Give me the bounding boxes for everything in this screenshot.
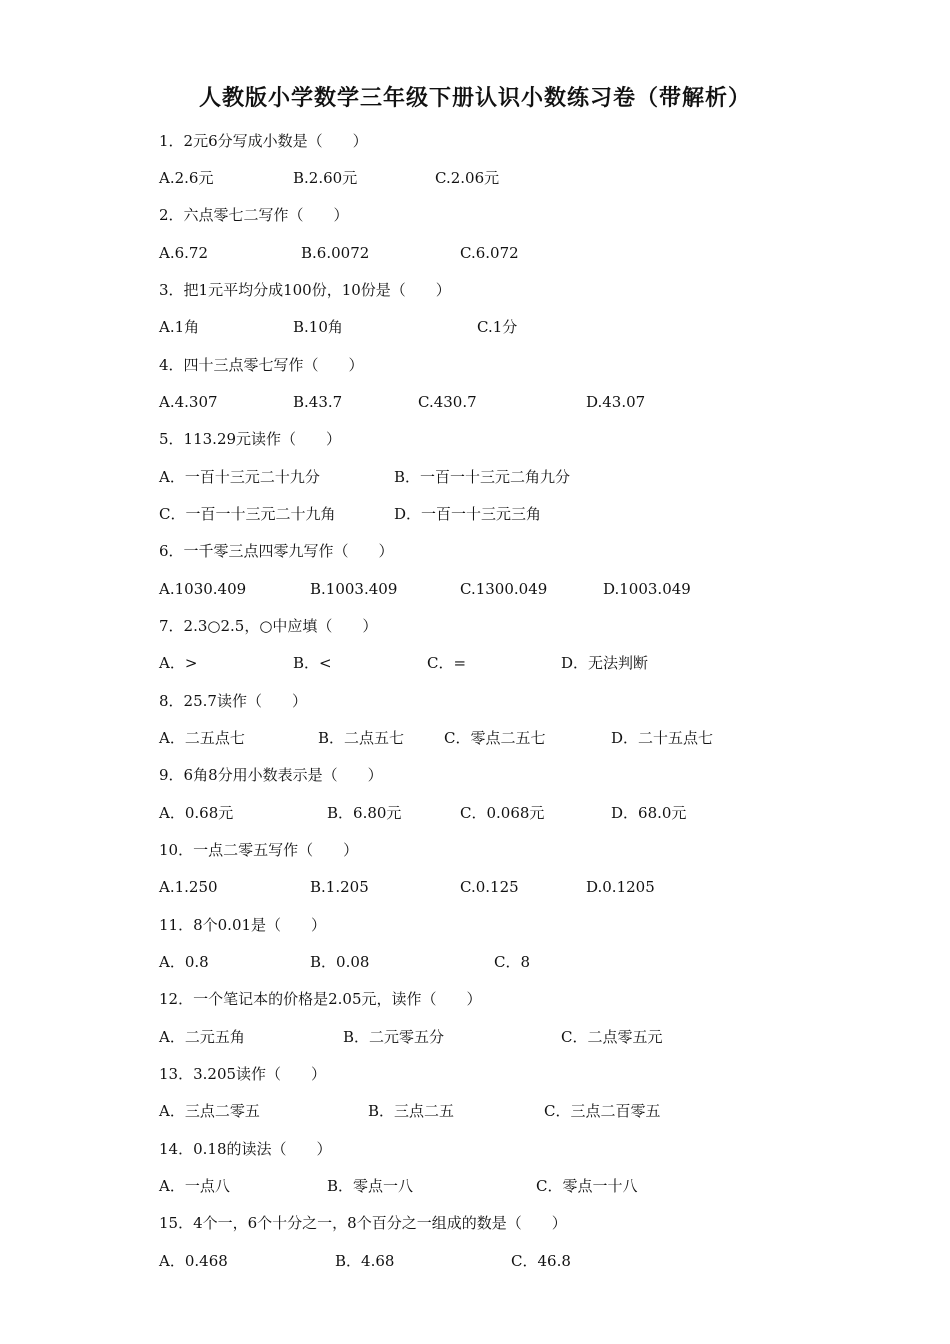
q7-option-d: D．无法判断 (561, 654, 649, 672)
q12-option-a: A．二元五角 (159, 1028, 245, 1046)
q9-option-a: A．0.68元 (159, 804, 234, 822)
q10-option-b: B.1.205 (310, 878, 369, 896)
q3-option-c: C.1分 (477, 318, 518, 336)
q10-option-a: A.1.250 (159, 878, 218, 896)
question-13: 13．3.205读作（ ） (159, 1065, 327, 1083)
question-2: 2．六点零七二写作（ ） (159, 206, 349, 224)
q14-option-c: C．零点一十八 (536, 1177, 638, 1195)
q6-option-b: B.1003.409 (310, 580, 398, 598)
q12-option-b: B．二元零五分 (343, 1028, 445, 1046)
question-5: 5．113.29元读作（ ） (159, 430, 342, 448)
q10-option-d: D.0.1205 (586, 878, 655, 896)
q6-option-c: C.1300.049 (460, 580, 548, 598)
q2-option-a: A.6.72 (159, 244, 208, 262)
q15-option-c: C．46.8 (511, 1252, 571, 1270)
q3-option-b: B.10角 (293, 318, 343, 336)
question-3: 3．把1元平均分成100份，10份是（ ） (159, 281, 451, 299)
q4-option-a: A.4.307 (159, 393, 218, 411)
q8-option-a: A．二五点七 (159, 729, 245, 747)
q11-option-c: C．8 (494, 953, 531, 971)
q8-option-d: D．二十五点七 (611, 729, 714, 747)
question-10: 10．一点二零五写作（ ） (159, 841, 359, 859)
question-12: 12．一个笔记本的价格是2.05元，读作（ ） (159, 990, 482, 1008)
q14-option-a: A．一点八 (159, 1177, 230, 1195)
q12-option-c: C．二点零五元 (561, 1028, 663, 1046)
q9-option-c: C．0.068元 (460, 804, 545, 822)
q15-option-a: A．0.468 (159, 1252, 228, 1270)
question-9: 9．6角8分用小数表示是（ ） (159, 766, 383, 784)
q15-option-b: B．4.68 (335, 1252, 395, 1270)
q9-option-b: B．6.80元 (327, 804, 402, 822)
q8-option-c: C．零点二五七 (444, 729, 546, 747)
q9-option-d: D．68.0元 (611, 804, 687, 822)
q13-option-c: C．三点二百零五 (544, 1102, 661, 1120)
q1-option-c: C.2.06元 (435, 169, 500, 187)
q13-option-b: B．三点二五 (368, 1102, 455, 1120)
q5-option-d: D．一百一十三元三角 (394, 505, 542, 523)
q4-option-b: B.43.7 (293, 393, 343, 411)
q11-option-a: A．0.8 (159, 953, 209, 971)
q10-option-c: C.0.125 (460, 878, 519, 896)
q5-option-b: B．一百一十三元二角九分 (394, 468, 571, 486)
q11-option-b: B．0.08 (310, 953, 370, 971)
q8-option-b: B．二点五七 (318, 729, 405, 747)
q6-option-a: A.1030.409 (159, 580, 247, 598)
q6-option-d: D.1003.049 (603, 580, 691, 598)
question-15: 15．4个一，6个十分之一，8个百分之一组成的数是（ ） (159, 1214, 567, 1232)
page-title: 人教版小学数学三年级下册认识小数练习卷（带解析） (198, 86, 751, 111)
question-1: 1．2元6分写成小数是（ ） (159, 132, 368, 150)
question-6: 6．一千零三点四零九写作（ ） (159, 542, 394, 560)
q5-option-c: C．一百一十三元二十九角 (159, 505, 336, 523)
q2-option-b: B.6.0072 (301, 244, 370, 262)
question-7: 7．2.3○2.5，○中应填（ ） (159, 617, 378, 635)
q14-option-b: B．零点一八 (327, 1177, 414, 1195)
q7-option-b: B．< (293, 654, 332, 672)
q3-option-a: A.1角 (159, 318, 200, 336)
q4-option-d: D.43.07 (586, 393, 646, 411)
q13-option-a: A．三点二零五 (159, 1102, 260, 1120)
q1-option-a: A.2.6元 (159, 169, 214, 187)
q2-option-c: C.6.072 (460, 244, 519, 262)
q7-option-c: C．= (427, 654, 467, 672)
q4-option-c: C.430.7 (418, 393, 477, 411)
question-4: 4．四十三点零七写作（ ） (159, 356, 364, 374)
q1-option-b: B.2.60元 (293, 169, 358, 187)
question-8: 8．25.7读作（ ） (159, 692, 307, 710)
question-14: 14．0.18的读法（ ） (159, 1140, 332, 1158)
question-11: 11．8个0.01是（ ） (159, 916, 327, 934)
q5-option-a: A．一百十三元二十九分 (159, 468, 320, 486)
q7-option-a: A．> (159, 654, 198, 672)
